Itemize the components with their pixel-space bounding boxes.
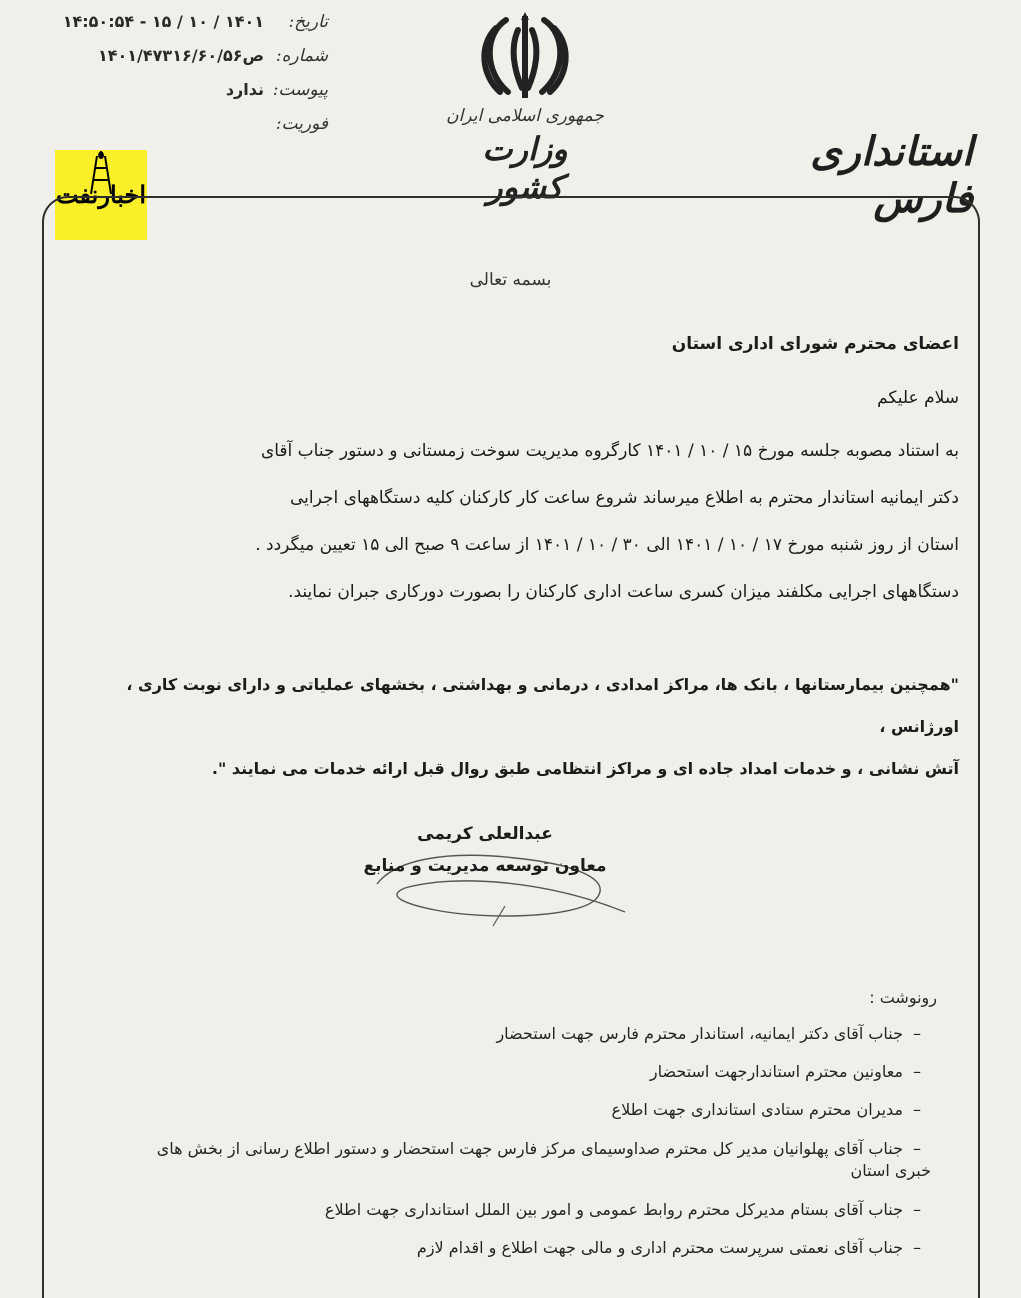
paragraph-line: استان از روز شنبه مورخ ۱۷ / ۱۰ / ۱۴۰۱ الی ۳۰ / ۱۰ / ۱۴۰۱ از ساعت ۹ صبح الی ۱۵ تعیین میگردد . [255,535,959,555]
meta-attachment-label: پیوست: [272,80,328,100]
cc-item: –جناب آقای نعمتی سرپرست محترم اداری و مالی جهت اطلاع و اقدام لازم [416,1238,921,1257]
meta-number-label: شماره: [275,46,328,66]
letter-meta [28,12,328,148]
meta-date [28,12,328,46]
paragraph-line: به استناد مصوبه جلسه مورخ ۱۵ / ۱۰ / ۱۴۰۱ کارگروه مدیریت سوخت زمستانی و دستور جناب آقای [260,441,959,461]
cc-item: –معاونین محترم استاندارجهت استحضار [649,1062,921,1081]
exception-line: "همچنین بیمارستانها ، بانک ها، مراکز امدادی ، درمانی و بهداشتی ، بخشهای عملیاتی و دارای نوبت کاری ، اورژانس ، [126,675,959,736]
logo-text: اخبارنفت [55,180,147,209]
paragraph-line: دستگاههای اجرایی مکلفند میزان کسری ساعت اداری کارکنان را بصورت دورکاری جبران نمایند. [288,582,959,602]
basmala: بسمه تعالی [469,270,552,290]
cc-item-text: معاونین محترم استاندارجهت استحضار [649,1062,903,1081]
signatory-title: معاون توسعه مدیریت و منابع [363,856,607,876]
meta-date-label: تاریخ: [288,12,328,32]
cc-item-text: جناب آقای دکتر ایمانیه، استاندار محترم فارس جهت استحضار [496,1024,903,1043]
cc-item-text: جناب آقای نعمتی سرپرست محترم اداری و مالی جهت اطلاع و اقدام لازم [416,1238,903,1257]
meta-attachment-value: ندارد [225,80,264,99]
cc-item: –جناب آقای پهلوانیان مدیر کل محترم صداوسیمای مرکز فارس جهت استحضار و دستور اطلاع رسانی از بخش های خبری استان [156,1139,931,1180]
meta-urgency-label: فوریت: [275,114,328,134]
republic-name: جمهوری اسلامی ایران [446,106,604,126]
meta-urgency [28,114,328,148]
salutation: اعضای محترم شورای اداری استان [671,334,959,354]
main-paragraph [89,428,959,616]
cc-item: –مدیران محترم ستادی استانداری جهت اطلاع [611,1100,921,1119]
cc-item: –جناب آقای دکتر ایمانیه، استاندار محترم فارس جهت استحضار [496,1024,921,1043]
cc-item-text: جناب آقای بستام مدیرکل محترم روابط عمومی و امور بین الملل استانداری جهت اطلاع [324,1200,903,1219]
emblem-block [440,8,610,206]
cc-list [131,1024,931,1276]
paragraph-line: دکتر ایمانیه استاندار محترم به اطلاع میرساند شروع ساعت کار کارکنان کلیه دستگاههای اجرایی [289,488,959,508]
meta-date-value: ۱۴۰۱ / ۱۰ / ۱۵ - ۱۴:۵۰:۵۴ [62,12,264,31]
ministry-name: وزارت کشور [482,130,568,206]
signatory-name: عبدالعلی کریمی [417,824,553,844]
exception-line: آتش نشانی ، و خدمات امداد جاده ای و مراکز انتظامی طبق روال قبل ارائه خدمات می نمایند ". [211,759,959,778]
meta-number [28,46,328,80]
cc-label: رونوشت : [869,988,937,1007]
greeting: سلام علیکم [877,388,959,408]
meta-number-value: ص۱۴۰۱/۴۷۳۱۶/۶۰/۵۶ [97,46,264,65]
organization-title: استانداری فارس [810,128,973,222]
signatory [360,824,610,876]
meta-attachment [28,80,328,114]
cc-item: –جناب آقای بستام مدیرکل محترم روابط عمومی و امور بین الملل استانداری جهت اطلاع [324,1200,921,1219]
iran-emblem-icon [470,8,580,104]
exception-note [89,664,959,790]
cc-item-text: جناب آقای پهلوانیان مدیر کل محترم صداوسیمای مرکز فارس جهت استحضار و دستور اطلاع رسانی از بخش های خبری استان [156,1139,931,1180]
cc-item-text: مدیران محترم ستادی استانداری جهت اطلاع [611,1100,903,1119]
